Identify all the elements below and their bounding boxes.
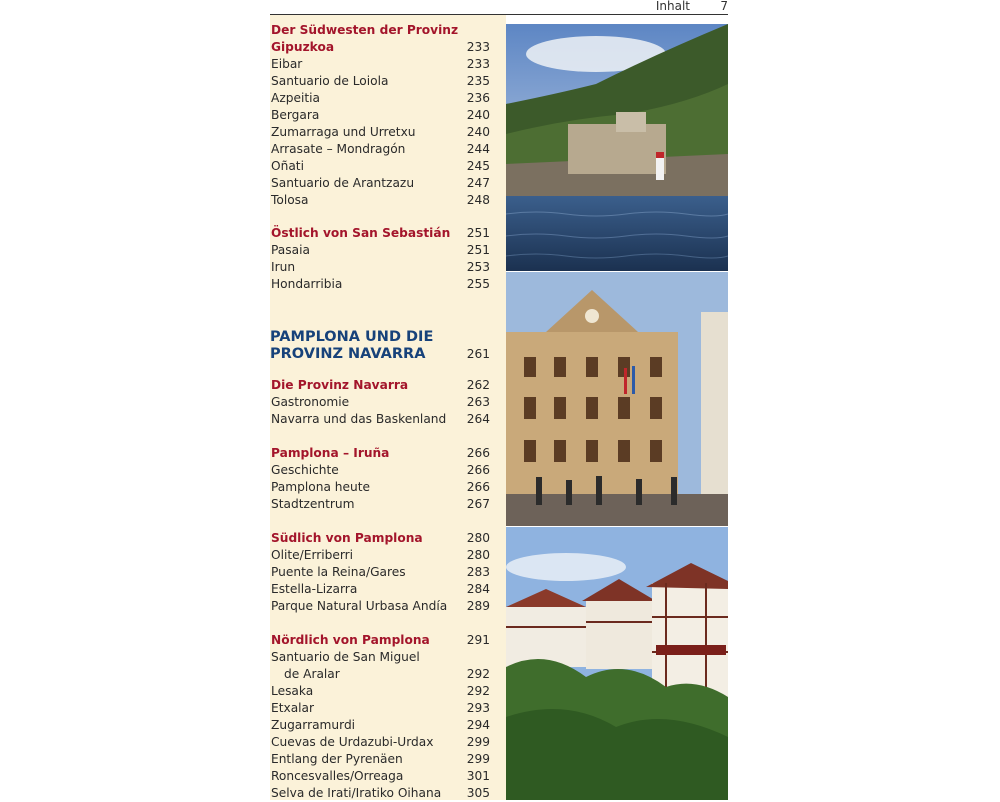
- page-number: 7: [720, 0, 728, 13]
- toc-section-heading: [270, 377, 506, 394]
- toc-entry: [270, 649, 506, 666]
- toc-entry-title: Hondarribia: [271, 277, 343, 291]
- toc-section: [270, 377, 506, 428]
- toc-entry-title: Nördlich von Pamplona: [271, 633, 430, 647]
- toc-entry-title: Santuario de Arantzazu: [271, 176, 415, 190]
- toc-entry-title: Lesaka: [271, 684, 314, 698]
- toc-entry-page: 245: [466, 159, 490, 173]
- toc-entry-page: 244: [466, 142, 490, 156]
- toc-entry: [270, 107, 506, 124]
- toc-entry-page: 294: [466, 718, 490, 732]
- toc-entry-page: 247: [466, 176, 490, 190]
- toc-entry-title: Olite/Erriberri: [271, 548, 354, 562]
- toc-entry-page: 267: [466, 497, 490, 511]
- chapter-title-line-2: PROVINZ NAVARRA: [270, 346, 426, 362]
- toc-entry-page: 291: [466, 633, 490, 647]
- toc-entry-title: Parque Natural Urbasa Andía: [271, 599, 448, 613]
- toc-entry-page: 292: [466, 667, 490, 681]
- toc-entry-page: 284: [466, 582, 490, 596]
- toc-entry-title: Eibar: [271, 57, 303, 71]
- photo-coastal-fortress: [506, 24, 728, 271]
- chapter-page: 261: [466, 347, 490, 361]
- toc-entry-title: de Aralar: [284, 667, 340, 681]
- toc-entry-page: 280: [466, 548, 490, 562]
- toc-entry-page: 305: [466, 786, 490, 800]
- toc-page: [270, 0, 728, 800]
- toc-entry-title: Zumarraga und Urretxu: [271, 125, 416, 139]
- toc-entry: [270, 462, 506, 479]
- toc-entry: [270, 717, 506, 734]
- toc-entry: [270, 734, 506, 751]
- toc-entry-title: Oñati: [271, 159, 304, 173]
- toc-entry-title: Cuevas de Urdazubi-Urdax: [271, 735, 434, 749]
- toc-entry: [270, 479, 506, 496]
- toc-entry: [270, 785, 506, 802]
- toc-entry-title: Santuario de San Miguel: [271, 650, 420, 664]
- toc-entry-title: Östlich von San Sebastián: [271, 226, 451, 240]
- toc-entry-title: Bergara: [271, 108, 320, 122]
- toc-section: [270, 445, 506, 513]
- toc-entry-title: Pamplona heute: [271, 480, 371, 494]
- toc-entry-page: 293: [466, 701, 490, 715]
- toc-entry-page: 266: [466, 480, 490, 494]
- toc-entry-title: Tolosa: [271, 193, 309, 207]
- toc-entry-title: Entlang der Pyrenäen: [271, 752, 403, 766]
- toc-entry-page: 292: [466, 684, 490, 698]
- chapter-heading: [270, 329, 506, 363]
- toc-entry: [270, 242, 506, 259]
- photo-city-hall: [506, 272, 728, 526]
- toc-entry: [270, 496, 506, 513]
- toc-entry-title: Gipuzkoa: [271, 40, 335, 54]
- toc-entry-page: 233: [466, 40, 490, 54]
- toc-entry: [270, 192, 506, 209]
- toc-entry-title: Pamplona – Iruña: [271, 446, 390, 460]
- toc-entry: [270, 276, 506, 293]
- toc-entry-title: Gastronomie: [271, 395, 350, 409]
- toc-section-heading: [270, 445, 506, 462]
- toc-section-heading: [270, 530, 506, 547]
- chapter-title-line-1: PAMPLONA UND DIE: [270, 329, 434, 345]
- toc-entry-title: Zugarramurdi: [271, 718, 356, 732]
- toc-entry: [270, 411, 506, 428]
- toc-entry-page: 235: [466, 74, 490, 88]
- toc-entry-title: Südlich von Pamplona: [271, 531, 423, 545]
- toc-entry-title: Die Provinz Navarra: [271, 378, 409, 392]
- toc-entry-page: 266: [466, 446, 490, 460]
- toc-entry: [270, 666, 506, 683]
- toc-entry-page: 251: [466, 226, 490, 240]
- toc-entry: [270, 90, 506, 107]
- toc-entry-page: 262: [466, 378, 490, 392]
- toc-entry-title: Estella-Lizarra: [271, 582, 358, 596]
- running-header: [270, 0, 728, 15]
- toc-entry: [270, 581, 506, 598]
- toc-section-heading: [270, 22, 506, 39]
- toc-entry-page: 253: [466, 260, 490, 274]
- toc-entry-title: Santuario de Loiola: [271, 74, 389, 88]
- toc-entry: [270, 124, 506, 141]
- toc-entry-page: 240: [466, 108, 490, 122]
- toc-entry-page: 251: [466, 243, 490, 257]
- toc-section: [270, 225, 506, 293]
- toc-column: [270, 15, 506, 800]
- photo-half-timbered-houses: [506, 527, 728, 800]
- toc-entry: [270, 547, 506, 564]
- toc-entry-title: Stadtzentrum: [271, 497, 355, 511]
- toc-entry-page: 248: [466, 193, 490, 207]
- toc-entry: [270, 598, 506, 615]
- toc-entry-page: 240: [466, 125, 490, 139]
- toc-entry-title: Azpeitia: [271, 91, 320, 105]
- header-title: Inhalt: [655, 0, 690, 13]
- toc-entry-page: 299: [466, 752, 490, 766]
- toc-entry: [270, 751, 506, 768]
- toc-entry-page: 233: [466, 57, 490, 71]
- toc-entry: [270, 56, 506, 73]
- toc-section-heading: [270, 39, 506, 56]
- toc-entry-title: Geschichte: [271, 463, 339, 477]
- toc-entry-page: 236: [466, 91, 490, 105]
- toc-section: [270, 632, 506, 802]
- toc-entry: [270, 175, 506, 192]
- toc-entry-page: 289: [466, 599, 490, 613]
- toc-entry-page: 264: [466, 412, 490, 426]
- toc-entry-title: Etxalar: [271, 701, 315, 715]
- toc-section-heading: [270, 225, 506, 242]
- toc-entry-page: 301: [466, 769, 490, 783]
- toc-entry-page: 299: [466, 735, 490, 749]
- toc-entry-page: 263: [466, 395, 490, 409]
- toc-entry-title: Roncesvalles/Orreaga: [271, 769, 404, 783]
- toc-entry: [270, 683, 506, 700]
- toc-section: [270, 22, 506, 209]
- toc-entry: [270, 141, 506, 158]
- toc-entry-title: Pasaia: [271, 243, 310, 257]
- toc-entry-page: 255: [466, 277, 490, 291]
- toc-entry-title: Selva de Irati/Iratiko Oihana: [271, 786, 442, 800]
- toc-entry-title: Navarra und das Baskenland: [271, 412, 447, 426]
- toc-entry: [270, 73, 506, 90]
- toc-entry: [270, 259, 506, 276]
- toc-entry-title: Der Südwesten der Provinz: [271, 23, 459, 37]
- toc-section: [270, 530, 506, 615]
- toc-entry-title: Puente la Reina/Gares: [271, 565, 406, 579]
- toc-entry-title: Irun: [271, 260, 296, 274]
- toc-entry: [270, 158, 506, 175]
- toc-entry: [270, 700, 506, 717]
- toc-entry-page: 280: [466, 531, 490, 545]
- toc-section-heading: [270, 632, 506, 649]
- toc-entry-page: 283: [466, 565, 490, 579]
- toc-entry: [270, 564, 506, 581]
- toc-entry: [270, 394, 506, 411]
- toc-entry-title: Arrasate – Mondragón: [271, 142, 406, 156]
- toc-entry-page: 266: [466, 463, 490, 477]
- toc-entry: [270, 768, 506, 785]
